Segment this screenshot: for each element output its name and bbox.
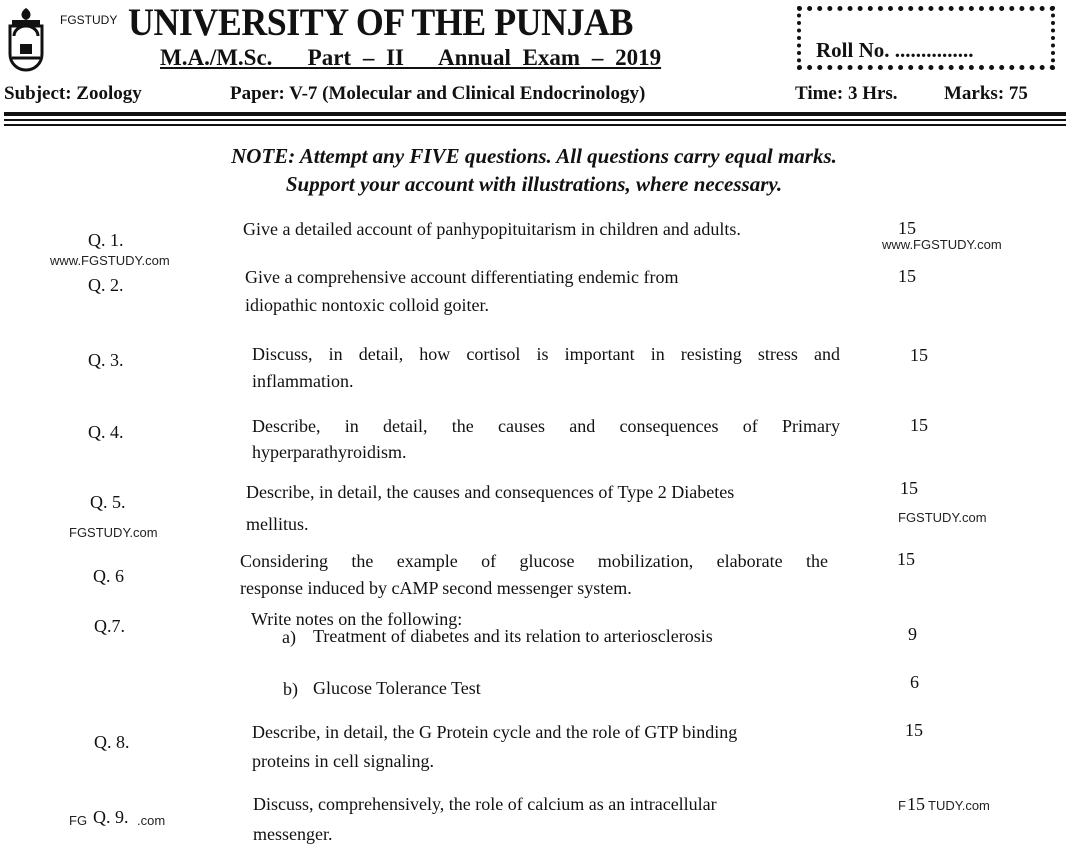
watermark: www.FGSTUDY.com	[882, 237, 1002, 252]
question-marks: 15	[905, 720, 923, 740]
roll-no-label: Roll No. ...............	[816, 38, 974, 62]
exam-title: M.A./M.Sc. Part – II Annual Exam – 2019	[160, 45, 662, 70]
note-line-2: Support your account with illustrations, where necessary.	[285, 172, 783, 196]
question-marks: 15	[897, 549, 915, 569]
question-text: idiopathic nontoxic colloid goiter.	[245, 295, 489, 315]
question-marks: 15	[898, 266, 916, 286]
part-text: Treatment of diabetes and its relation to arteriosclerosis	[313, 626, 713, 646]
question-text: Discuss, in detail, how cortisol is important in resisting stress and	[252, 344, 840, 364]
part-label: a)	[282, 627, 296, 647]
question-text: inflammation.	[252, 371, 354, 391]
question-text: mellitus.	[246, 514, 309, 534]
note-line-1: NOTE: Attempt any FIVE questions. All questions carry equal marks.	[231, 144, 837, 168]
divider	[4, 112, 1066, 116]
question-text: Give a detailed account of panhypopituitarism in children and adults.	[243, 219, 741, 239]
university-title: UNIVERSITY OF THE PUNJAB	[128, 1, 633, 44]
question-text: response induced by cAMP second messenger system.	[240, 578, 632, 598]
watermark: FGSTUDY.com	[898, 510, 987, 525]
question-text: messenger.	[253, 824, 333, 844]
question-text: Describe, in detail, the causes and consequences of Primary	[252, 416, 840, 436]
university-logo-icon	[6, 6, 46, 77]
total-marks: Marks: 75	[944, 83, 1028, 104]
question-text: hyperparathyroidism.	[252, 442, 407, 462]
question-label: Q.7.	[94, 616, 125, 636]
question-text: Give a comprehensive account differentiating endemic from	[245, 267, 679, 287]
question-text: Describe, in detail, the G Protein cycle and the role of GTP binding	[252, 722, 738, 742]
question-label: Q. 5.	[90, 492, 126, 512]
part-label: b)	[283, 679, 298, 699]
question-text: Write notes on the following:	[251, 609, 463, 629]
question-text: proteins in cell signaling.	[252, 751, 434, 771]
question-label: Q. 4.	[88, 422, 124, 442]
question-label: Q. 3.	[88, 350, 124, 370]
question-label: Q. 6	[93, 566, 124, 586]
question-label: Q. 9.	[93, 807, 129, 827]
watermark: FGSTUDY	[60, 13, 118, 27]
question-text: Considering the example of glucose mobilization, elaborate the	[240, 551, 828, 571]
part-marks: 9	[908, 624, 917, 644]
time: Time: 3 Hrs.	[795, 83, 898, 104]
watermark: TUDY.com	[928, 798, 990, 813]
part-text: Glucose Tolerance Test	[313, 678, 481, 698]
question-marks: 15	[900, 478, 918, 498]
question-marks: 15	[910, 345, 928, 365]
paper: Paper: V-7 (Molecular and Clinical Endocrinology)	[230, 83, 646, 104]
watermark: F	[898, 798, 906, 813]
watermark: www.FGSTUDY.com	[50, 253, 170, 268]
subject: Subject: Zoology	[4, 83, 142, 104]
watermark: FGSTUDY.com	[69, 525, 158, 540]
divider	[4, 124, 1066, 126]
watermark: .com	[137, 813, 166, 828]
question-text: Describe, in detail, the causes and consequences of Type 2 Diabetes	[246, 482, 735, 502]
question-label: Q. 2.	[88, 275, 124, 295]
question-marks: 15	[898, 218, 916, 238]
watermark: FG	[69, 813, 88, 828]
part-marks: 6	[910, 672, 919, 692]
question-marks: 15	[910, 415, 928, 435]
question-label: Q. 8.	[94, 732, 130, 752]
question-label: Q. 1.	[88, 230, 124, 250]
divider	[4, 119, 1066, 121]
question-text: Discuss, comprehensively, the role of calcium as an intracellular	[253, 794, 717, 814]
question-marks: 15	[907, 794, 925, 814]
